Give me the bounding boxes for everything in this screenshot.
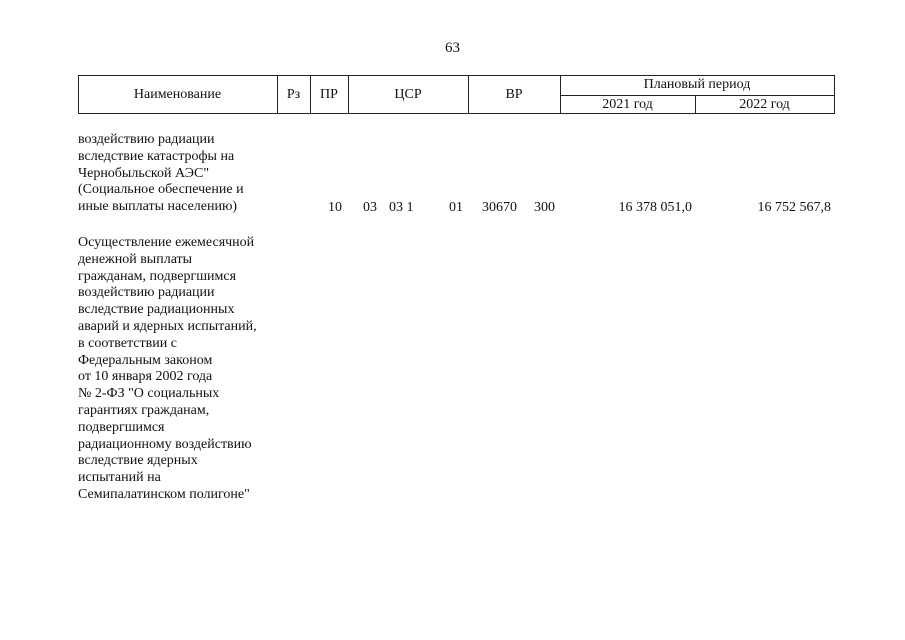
row-amount-2021: 16 378 051,0 bbox=[618, 200, 692, 215]
row-rz: 10 bbox=[328, 200, 342, 215]
column-header-year-2021: 2021 год bbox=[602, 97, 653, 112]
row-csr-subprogram: 01 bbox=[449, 200, 463, 215]
header-right-border bbox=[834, 75, 835, 114]
column-header-pr: ПР bbox=[320, 87, 338, 102]
row-description: Осуществление ежемесячной денежной выплаты гражданам, подвергшимся воздействию радиации вследствие радиационных аварий и ядерных испытаний, в соответствии с Федеральным законом от 10 января 2002 года № 2-ФЗ "О социальных гарантиях гражданам, подвергшимся радиационному воздействию вследствие ядерных испытаний на Семипалатинском полигоне" bbox=[78, 235, 257, 502]
column-header-vr: ВР bbox=[505, 87, 523, 102]
column-header-rz: Рз bbox=[286, 87, 301, 102]
row-description: воздействию радиации вследствие катастрофы на Чернобыльской АЭС" (Социальное обеспечение и иные выплаты населению) bbox=[78, 132, 244, 215]
row-pr: 03 bbox=[363, 200, 377, 215]
column-header-year-2022: 2022 год bbox=[739, 97, 790, 112]
header-bottom-border bbox=[78, 113, 834, 114]
column-header-csr: ЦСР bbox=[394, 87, 422, 102]
column-header-planned-period: Плановый период bbox=[643, 77, 751, 92]
row-amount-2022: 16 752 567,8 bbox=[757, 200, 831, 215]
row-vr: 300 bbox=[534, 200, 555, 215]
column-header-name: Наименование bbox=[133, 87, 222, 102]
row-csr-program: 03 1 bbox=[389, 200, 414, 215]
page-number: 63 bbox=[445, 40, 460, 56]
planned-period-divider bbox=[560, 95, 834, 96]
row-csr-direction: 30670 bbox=[482, 200, 517, 215]
header-top-border bbox=[78, 75, 834, 76]
